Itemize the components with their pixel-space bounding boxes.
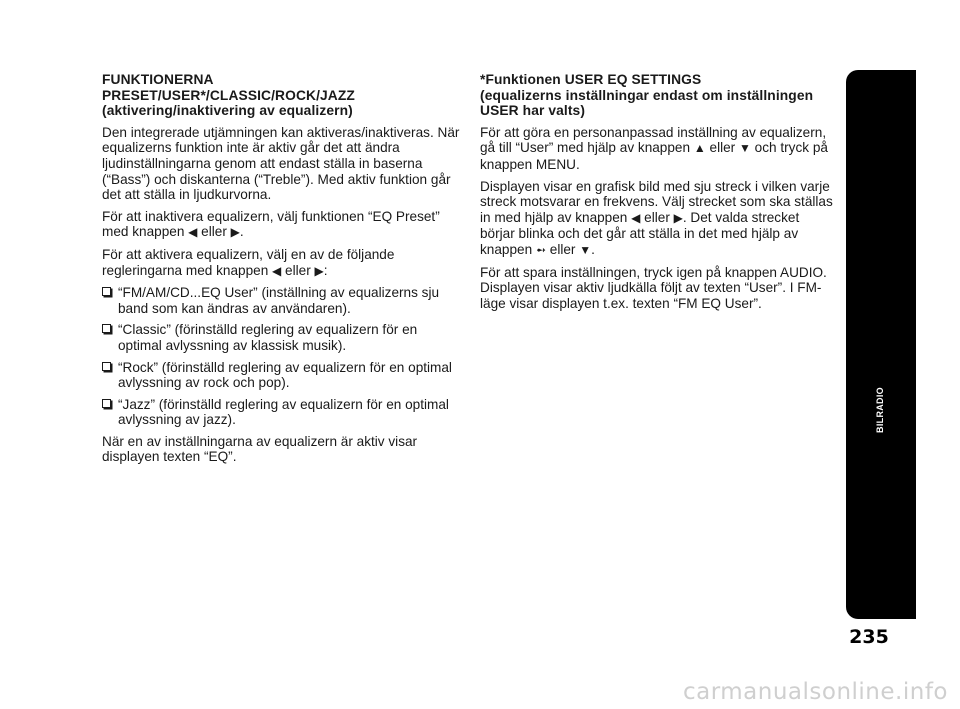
right-heading-line-1: *Funktionen USER EQ SETTINGS	[480, 72, 702, 87]
list-item	[102, 360, 462, 391]
list-item-text: “FM/AM/CD...EQ User” (inställning av equalizerns sju band som kan ändras av användaren).	[118, 285, 440, 316]
arrow-up-icon: ▲	[693, 141, 706, 156]
left-paragraph-1: Den integrerade utjämningen kan aktiveras/inaktiveras. När equalizerns funktion inte är aktiv går det att ändra ljudinställningarna genom att endast ställa in baserna (“Bass”) och diskanterna (“Treble”). Med aktiv funktion går det att ställa in ljudkurvorna.	[102, 124, 460, 203]
right-heading	[480, 72, 835, 119]
right-paragraph-2-text-e: .	[591, 241, 595, 257]
right-heading-line-3: USER har valts)	[480, 103, 586, 119]
arrow-left-icon: ◀	[272, 263, 282, 278]
checkbox-square-icon	[102, 287, 111, 296]
checkbox-square-icon	[102, 362, 111, 371]
checkbox-square-icon	[102, 324, 111, 333]
right-heading-line-2: (equalizerns inställningar endast om inställningen	[480, 87, 814, 103]
left-paragraph-3-text-b: eller	[281, 262, 315, 278]
left-paragraph-2-text-a: För att inaktivera equalizern, välj funktionen “EQ Preset” med knappen	[102, 208, 440, 240]
right-paragraph-2-text-c: . Det valda strecket börjar blinka och det går att ställa in det med hjälp av knappen	[480, 209, 800, 257]
right-column	[480, 72, 835, 317]
arrow-right-icon: ▶	[314, 263, 324, 278]
arrow-right-icon: ▶	[230, 225, 240, 240]
fast-forward-icon: ➻	[535, 242, 546, 257]
right-paragraph-1-text-c: och tryck på knappen MENU.	[480, 140, 828, 172]
left-paragraph-3-text-c: :	[323, 262, 328, 278]
right-paragraph-2-text-b: eller	[640, 209, 674, 225]
right-paragraph-2	[480, 179, 835, 259]
left-column	[102, 72, 462, 471]
arrow-down-icon: ▼	[738, 141, 751, 156]
section-tab	[846, 70, 916, 619]
page-number: 235	[849, 626, 889, 648]
arrow-left-icon: ◀	[631, 210, 641, 225]
arrow-down-icon: ▼	[579, 242, 592, 257]
left-heading-line-3: (aktivering/inaktivering av equalizern)	[102, 103, 353, 119]
left-heading-line-2: PRESET/USER*/CLASSIC/ROCK/JAZZ	[102, 87, 355, 103]
checkbox-square-icon	[102, 399, 111, 408]
right-paragraph-1-text-b: eller	[705, 140, 739, 156]
right-paragraph-2-text-d: eller	[546, 241, 580, 257]
watermark: carmanualsonline.info	[682, 679, 948, 705]
arrow-left-icon: ◀	[188, 225, 198, 240]
list-item	[102, 285, 462, 316]
left-heading	[102, 72, 462, 119]
left-paragraph-2	[102, 209, 462, 241]
right-paragraph-1	[480, 125, 835, 173]
left-paragraph-2-text-b: eller	[197, 224, 231, 240]
list-item-text: “Jazz” (förinställd reglering av equalizern för en optimal avlyssning av jazz).	[118, 396, 449, 428]
arrow-right-icon: ▶	[673, 210, 683, 225]
left-paragraph-2-text-c: .	[239, 224, 244, 240]
list-item	[102, 397, 462, 428]
left-paragraph-3-text-a: För att aktivera equalizern, välj en av de följande regleringarna med knappen	[102, 246, 395, 278]
right-paragraph-3: För att spara inställningen, tryck igen på knappen AUDIO. Displayen visar aktiv ljudkälla följt av texten “User”. I FM-läge visar displayen t.ex. texten “FM EQ User”.	[480, 264, 827, 311]
section-tab-label: BILRADIO	[875, 387, 885, 433]
left-heading-line-1: FUNKTIONERNA	[102, 72, 214, 87]
right-paragraph-1-text-a: För att göra en personanpassad inställning av equalizern, gå till “User” med hjälp av knappen	[480, 124, 827, 156]
left-paragraph-3	[102, 247, 462, 279]
list-item	[102, 322, 462, 353]
list-item-text: “Classic” (förinställd reglering av equalizern för en optimal avlyssning av klassisk musik).	[118, 322, 418, 353]
left-paragraph-4: När en av inställningarna av equalizern är aktiv visar displayen texten “EQ”.	[102, 433, 418, 465]
list-item-text: “Rock” (förinställd reglering av equalizern för en optimal avlyssning av rock och pop).	[118, 359, 452, 391]
right-paragraph-2-text-a: Displayen visar en grafisk bild med sju streck i vilken varje streck motsvarar en frekvens. Välj strecket som ska ställas in med hjälp av knappen	[480, 178, 833, 225]
